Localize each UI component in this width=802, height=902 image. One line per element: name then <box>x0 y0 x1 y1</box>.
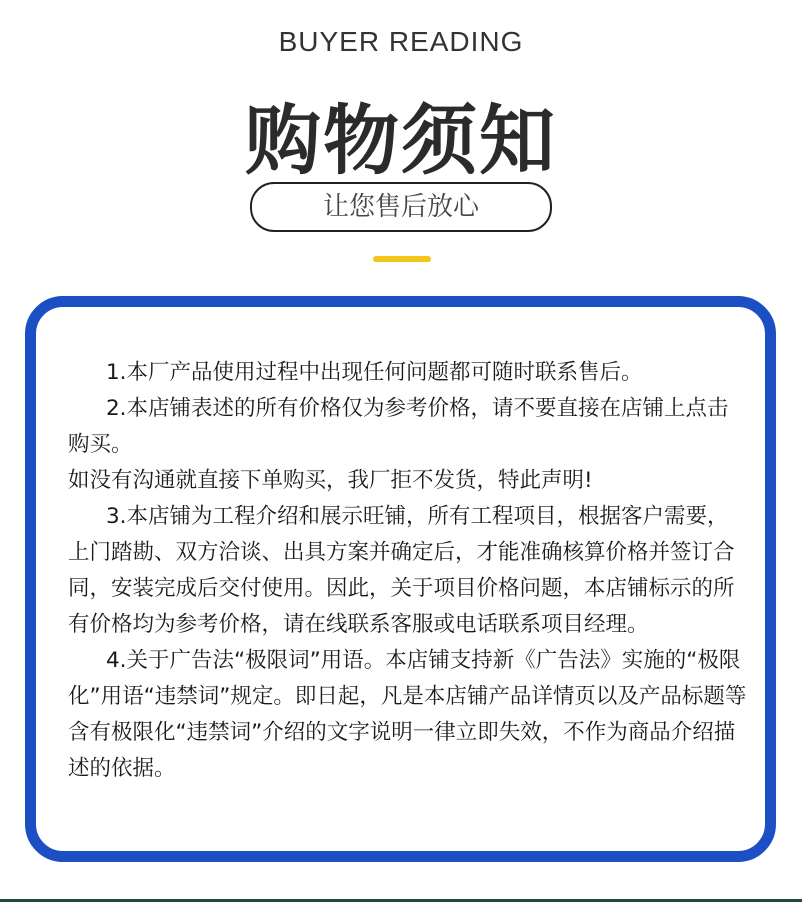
tagline-pill: 让您售后放心 <box>250 182 552 232</box>
notice-item-3: 3.本店铺为工程介绍和展示旺铺，所有工程项目，根据客户需要，上门踏勘、双方洽谈、出具方案并确定后，才能准确核算价格并签订合同，安装完成后交付使用。因此，关于项目价格问题，本店铺标示的所有价格均为参考价格，请在线联系客服或电话联系项目经理。 <box>68 504 735 637</box>
notice-item-1: 1.本厂产品使用过程中出现任何问题都可随时联系售后。 <box>106 360 643 385</box>
notice-body <box>68 355 748 787</box>
subtitle-en: BUYER READING <box>278 26 524 57</box>
notice-item-4: 4.关于广告法“极限词”用语。本店铺支持新《广告法》实施的“极限化”用语“违禁词”规定。即日起，凡是本店铺产品详情页以及产品标题等含有极限化“违禁词”介绍的文字说明一律立即失效，不作为商品介绍描述的依据。 <box>68 648 747 781</box>
notice-card <box>25 296 776 862</box>
notice-statement: 如没有沟通就直接下单购买，我厂拒不发货，特此声明! <box>68 468 593 493</box>
notice-item-2: 2.本店铺表述的所有价格仅为参考价格，请不要直接在店铺上点击购买。 <box>68 396 729 457</box>
page-title: 购物须知 <box>245 96 557 185</box>
accent-divider <box>373 256 431 262</box>
